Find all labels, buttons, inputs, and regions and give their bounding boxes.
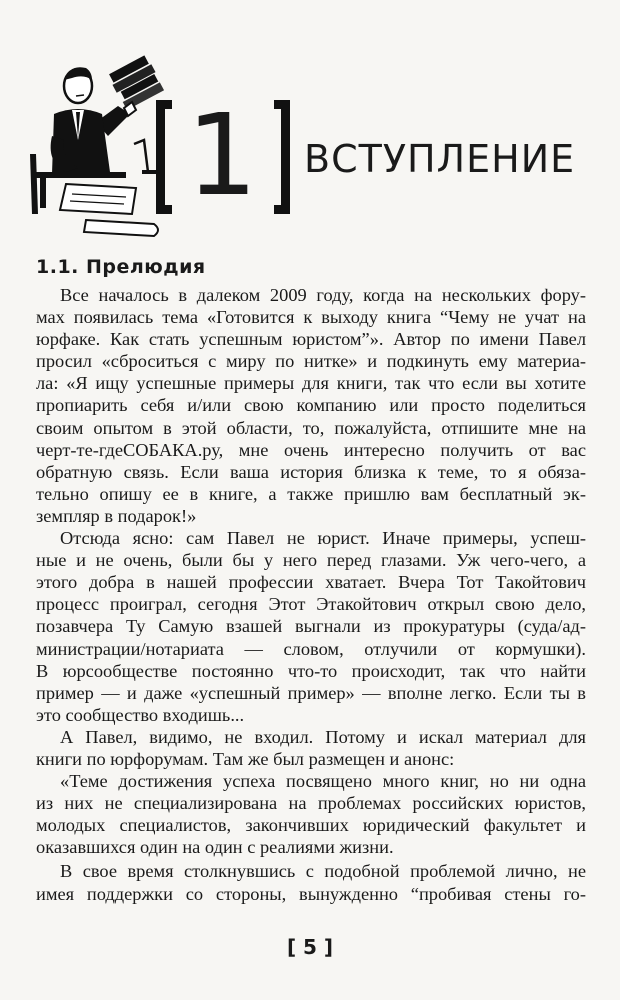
- text-line: молодых специалистов, закончивших юридический факультет и: [36, 815, 586, 836]
- chapter-bracket-left: [156, 100, 172, 214]
- text-line: книги по юрфорумам. Там же был размещен и анонс:: [36, 748, 455, 769]
- text-line: просил «сброситься с миру по нитке» и подкинуть ему материа-: [36, 351, 586, 372]
- text-line: А Павел, видимо, не входил. Потому и искал материал для: [60, 726, 586, 747]
- text-line: обратную связь. Если ваша история близка к теме, то я обяза-: [36, 461, 586, 482]
- text-line: это сообщество входишь...: [36, 704, 245, 725]
- text-line: оказавшихся один на один с реалиями жизни.: [36, 837, 394, 858]
- text-line: юрфаке. Как стать успешным юристом”». Автор по имени Павел: [36, 329, 586, 350]
- text-line: пример — и даже «успешный пример» — вполне легко. Если ты в: [36, 682, 586, 703]
- section-heading: 1.1. Прелюдия: [36, 256, 206, 278]
- text-line: «Теме достижения успеха посвящено много книг, но ни одна: [60, 771, 586, 792]
- text-line: своим опытом в этой области, то, пожалуйста, отпишите мне на: [36, 417, 586, 438]
- chapter-title: ВСТУПЛЕНИЕ: [304, 137, 576, 181]
- man-holding-books-illustration: [26, 44, 176, 244]
- text-line: Отсюда ясно: сам Павел не юрист. Иначе примеры, успеш-: [60, 528, 586, 549]
- chapter-bracket-right: [274, 100, 290, 214]
- page-number: [ 5 ]: [286, 935, 334, 959]
- text-line: процесс проиграл, сегодня Этот Этакойтович открыл свою дело,: [36, 594, 586, 615]
- text-line: ные и не очень, были бы у него перед глазами. Уж чего-чего, а: [36, 550, 586, 571]
- text-line: из них не специализирована на проблемах российских юристов,: [36, 793, 586, 814]
- text-line: В юрсообществе постоянно что-то происходит, так что найти: [36, 660, 586, 681]
- text-line: земпляр в подарок!»: [36, 505, 197, 526]
- text-line: черт-те-гдеСОБАКА.ру, мне очень интересно получить от вас: [36, 439, 586, 460]
- text-line: тельно опишу ее в книге, а также пришлю вам бесплатный эк-: [36, 483, 586, 504]
- text-line: В свое время столкнувшись с подобной проблемой лично, не: [60, 861, 586, 882]
- chapter-number: 1: [186, 91, 258, 221]
- body-text: [36, 284, 586, 905]
- text-line: позавчера Ту Самую взашей выгнали из прокуратуры (суда/ад-: [36, 616, 586, 637]
- text-line: пропиарить себя и/или свою компанию или просто поделиться: [36, 395, 586, 416]
- text-line: ла: «Я ищу успешные примеры для книги, так что если вы хотите: [36, 373, 586, 394]
- text-line: мах появилась тема «Готовится к выходу книга “Чему не учат на: [36, 307, 586, 328]
- text-line: этого добра в нашей профессии хватает. Вчера Тот Такойтович: [36, 572, 586, 593]
- text-line: имея поддержки со стороны, вынужденно “пробивая стены го-: [36, 883, 586, 904]
- text-line: министрации/нотариата — словом, отлучили от кормушки).: [36, 638, 586, 659]
- text-line: Все началось в далеком 2009 году, когда на нескольких фору-: [60, 285, 586, 305]
